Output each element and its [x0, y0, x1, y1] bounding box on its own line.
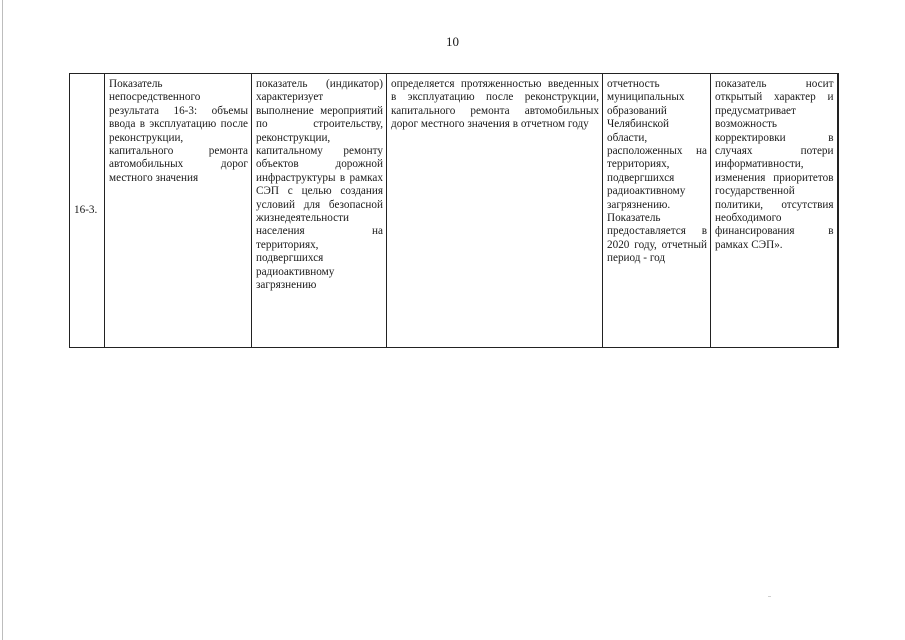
notes: показатель носит открытый характер и предусматривает возможность корректировки в случаях потери информативности, изменения приоритетов государственной политики, отсутствия необходимого финансирования в рамках СЭП». [715, 78, 834, 251]
table-row [70, 74, 838, 348]
data-source-cell [603, 74, 711, 348]
row-number-cell [70, 74, 105, 348]
page-edge-line [2, 0, 3, 640]
indicator-characteristic-cell [252, 74, 387, 348]
indicator-name: Показатель непосредственного результата 16-3: объемы ввода в эксплуатацию после реконструкции, капитального ремонта автомобильных дорог местного значения [109, 78, 248, 184]
scan-dot [768, 596, 771, 597]
notes-cell [711, 74, 838, 348]
calculation-method-cell [387, 74, 603, 348]
calculation-method: определяется протяженностью введенных в эксплуатацию после реконструкции, капитального ремонта автомобильных дорог местного значения в отчетном году [391, 78, 599, 131]
indicator-name-cell [105, 74, 252, 348]
indicator-table [69, 73, 839, 348]
page-number: 10 [446, 34, 459, 49]
row-number: 16-3. [74, 203, 98, 216]
data-source: отчетность муниципальных образований Челябинской области, расположенных на территориях, подвергшихся радиоактивному загрязнению. Показатель предоставляется в 2020 году, отчетный период - год [607, 78, 707, 265]
indicator-characteristic: показатель (индикатор) характеризует выполнение мероприятий по строительству, реконструкции, капитальному ремонту объектов дорожной инфраструктуры в рамках СЭП с целью создания условий для безопасной жизнедеятельности населения на территориях, подвергшихся радиоактивному загрязнению [256, 78, 383, 292]
